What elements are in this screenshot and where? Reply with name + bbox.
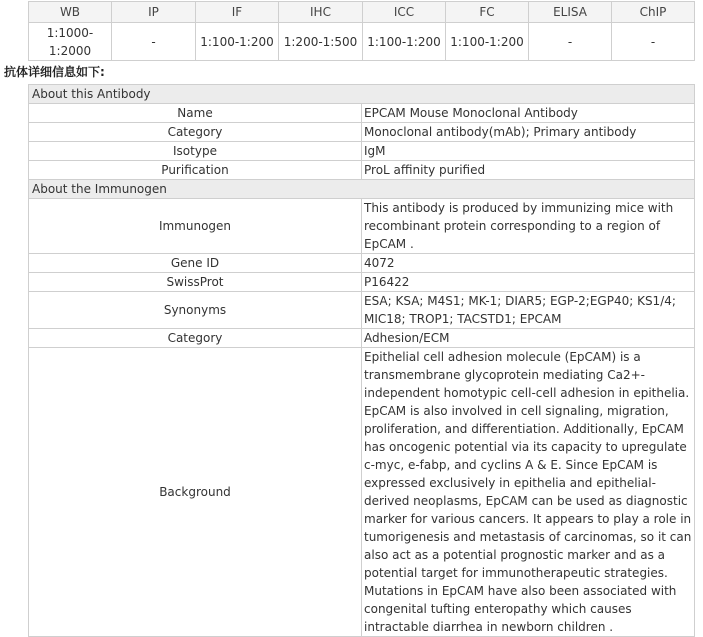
dilution-value-ip: - — [112, 23, 196, 61]
dilution-header-wb: WB — [29, 2, 112, 23]
dilution-header-icc: ICC — [363, 2, 446, 23]
dilution-value-if: 1:100-1:200 — [196, 23, 279, 61]
row-value: ESA; KSA; M4S1; MK-1; DIAR5; EGP-2;EGP40; KS1/4; MIC18; TROP1; TACSTD1; EPCAM — [362, 292, 695, 329]
row-label: SwissProt — [29, 273, 362, 292]
dilution-value-wb: 1:1000- 1:2000 — [29, 23, 112, 61]
dilution-value-ihc: 1:200-1:500 — [279, 23, 363, 61]
info-row-category — [29, 123, 695, 142]
info-row-isotype — [29, 142, 695, 161]
row-value: Adhesion/ECM — [362, 329, 695, 348]
row-value: This antibody is produced by immunizing mice with recombinant protein corresponding to a region of EpCAM . — [362, 199, 695, 254]
row-label: Name — [29, 104, 362, 123]
dilution-value-row — [29, 23, 695, 61]
dilution-header-fc: FC — [446, 2, 529, 23]
row-value: P16422 — [362, 273, 695, 292]
section-title: About the Immunogen — [29, 180, 695, 199]
dilution-header-elisa: ELISA — [529, 2, 612, 23]
dilution-header-row — [29, 2, 695, 23]
antibody-info-table — [28, 84, 695, 637]
section-header-immunogen — [29, 180, 695, 199]
info-row-immunogen — [29, 199, 695, 254]
row-value: Epithelial cell adhesion molecule (EpCAM) is a transmembrane glycoprotein mediating Ca2+-independent homotypic cell-cell adhesion in epithelia. EpCAM is also involved in cell signaling, migration, proliferation, and differentiation. Additionally, EpCAM has oncogenic potential via its capacity to upregulate c-myc, e-fabp, and cyclins A & E. Since EpCAM is expressed exclusively in epithelia and epithelial-derived neoplasms, EpCAM can be used as diagnostic marker for various cancers. It appears to play a role in tumorigenesis and metastasis of carcinomas, so it can also act as a potential prognostic marker and as a potential target for immunotherapeutic strategies. Mutations in EpCAM have also been associated with congenital tufting enteropathy which causes intractable diarrhea in newborn children . — [362, 348, 695, 637]
row-value: IgM — [362, 142, 695, 161]
dilution-value-chip: - — [612, 23, 695, 61]
row-label: Purification — [29, 161, 362, 180]
row-label: Synonyms — [29, 292, 362, 329]
row-value: 4072 — [362, 254, 695, 273]
dilution-header-if: IF — [196, 2, 279, 23]
dilution-value-icc: 1:100-1:200 — [363, 23, 446, 61]
dilution-header-chip: ChIP — [612, 2, 695, 23]
row-label: Gene ID — [29, 254, 362, 273]
info-row-immunogen-category — [29, 329, 695, 348]
section-header-antibody — [29, 85, 695, 104]
row-label: Immunogen — [29, 199, 362, 254]
info-row-background — [29, 348, 695, 637]
row-label: Category — [29, 329, 362, 348]
info-row-name — [29, 104, 695, 123]
row-label: Category — [29, 123, 362, 142]
info-row-synonyms — [29, 292, 695, 329]
row-value: ProL affinity purified — [362, 161, 695, 180]
row-label: Isotype — [29, 142, 362, 161]
info-row-gene-id — [29, 254, 695, 273]
dilution-value-elisa: - — [529, 23, 612, 61]
row-value: EPCAM Mouse Monoclonal Antibody — [362, 104, 695, 123]
dilution-table — [28, 1, 695, 61]
dilution-header-ip: IP — [112, 2, 196, 23]
row-value: Monoclonal antibody(mAb); Primary antibody — [362, 123, 695, 142]
dilution-value-fc: 1:100-1:200 — [446, 23, 529, 61]
dilution-header-ihc: IHC — [279, 2, 363, 23]
section-title: About this Antibody — [29, 85, 695, 104]
info-row-purification — [29, 161, 695, 180]
details-heading: 抗体详细信息如下: — [4, 65, 105, 79]
row-label: Background — [29, 348, 362, 637]
info-row-swissprot — [29, 273, 695, 292]
